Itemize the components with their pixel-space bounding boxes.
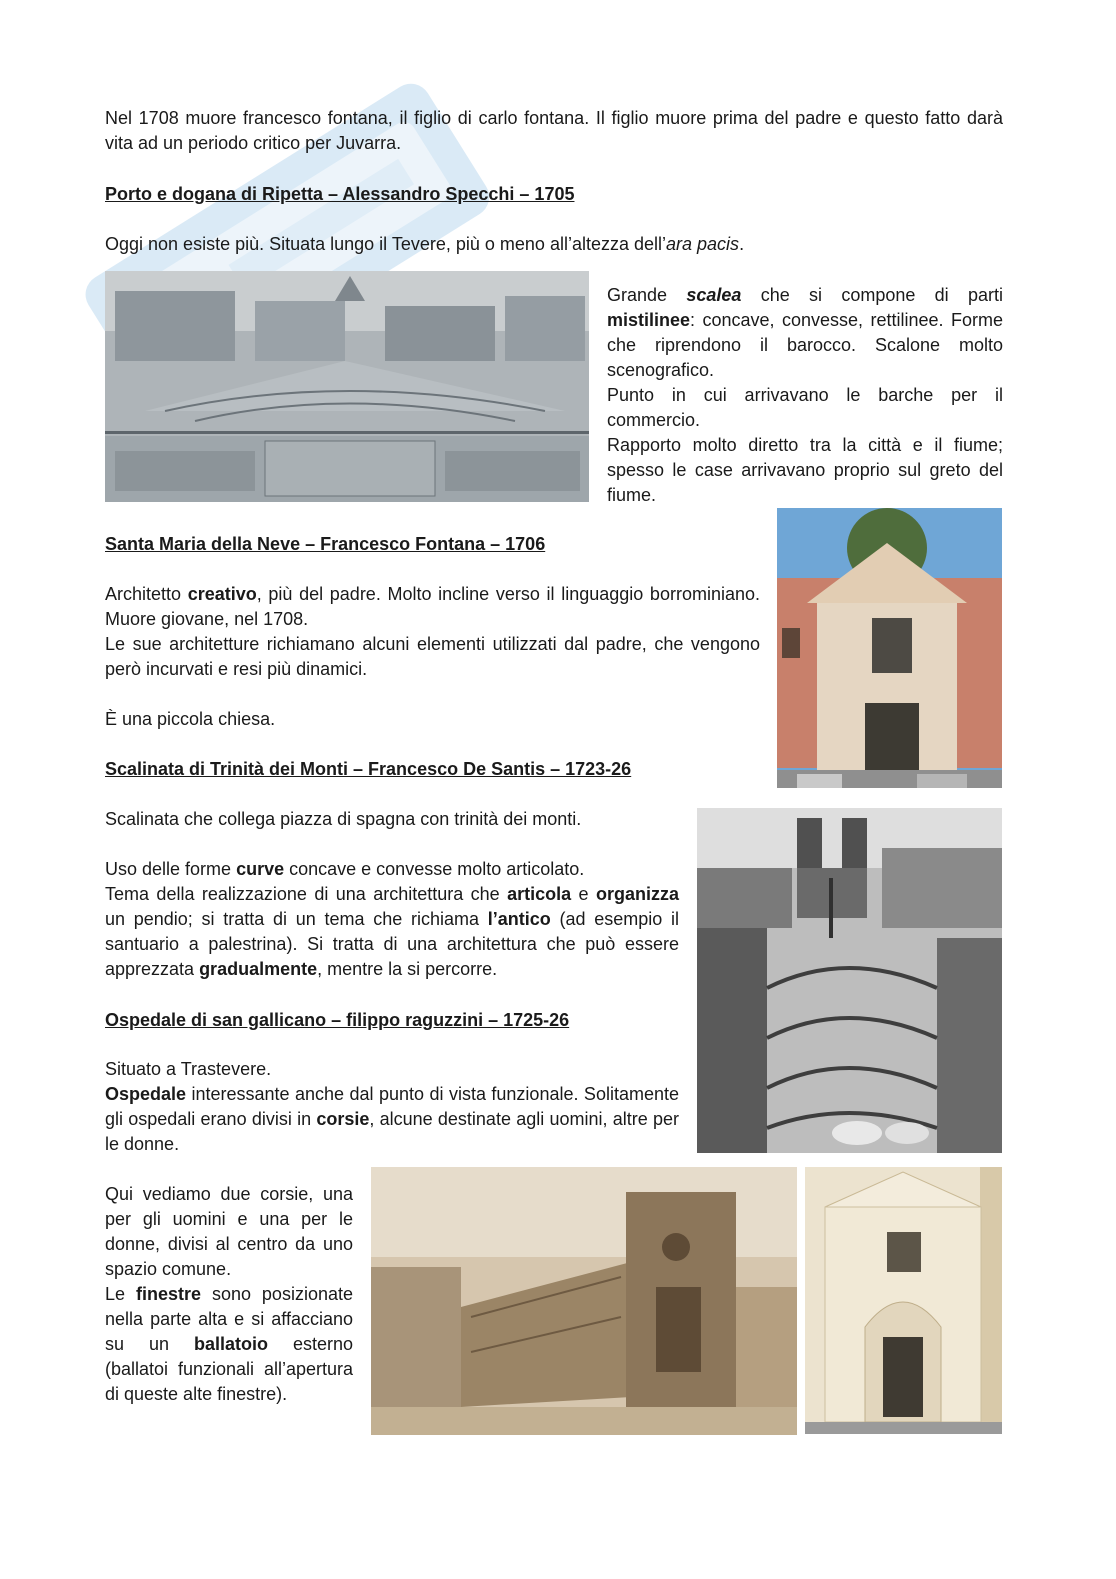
section-heading-trinita: Scalinata di Trinità dei Monti – Francesco De Santis – 1723-26 [105,759,632,779]
ripetta-p1 [607,283,1003,383]
san-gallicano-p4-b: sono posizionate nella parte alta e si affacciano su un [105,1284,353,1354]
ripetta-p2: Punto in cui arrivavano le barche per il commercio. [607,385,1003,430]
organizza-term: organizza [595,884,679,904]
ospedale-term: Ospedale [105,1084,187,1104]
articola-term: articola [507,884,572,904]
santa-maria-p1 [105,582,760,632]
intro-text: Nel 1708 muore francesco fontana, il figlio di carlo fontana. Il figlio muore prima del padre e questo fatto darà vita ad un periodo critico per Juvarra. [105,108,1003,153]
san-gallicano-engraving-image [371,1167,797,1435]
section-heading-santa-maria: Santa Maria della Neve – Francesco Fontana – 1706 [105,534,546,554]
san-gallicano-p2-b: , alcune destinate agli uomini, altre per le donne. [105,1109,679,1154]
trinita-p3 [105,882,679,982]
trinita-p2 [105,857,679,882]
ripetta-engraving-image [105,271,589,502]
ripetta-intro-text: Oggi non esiste più. Situata lungo il Tevere, più o meno all’altezza dell’ [105,234,667,254]
ripetta-p1-a: Grande [607,285,687,305]
trinita-p2-a: Uso delle forme [105,859,237,879]
santa-maria-p2: Le sue architetture richiamano alcuni elementi utilizzati dal padre, che vengono però incurvati e resi più dinamici. [105,634,760,679]
ripetta-intro-end: . [739,234,745,254]
antico-term: l’antico [487,909,551,929]
san-gallicano-p3: Qui vediamo due corsie, una per gli uomini e una per le donne, divisi al centro da uno spazio comune. [105,1184,353,1279]
san-gallicano-facade-photo [805,1167,1002,1434]
ripetta-intro [105,232,1003,257]
gradualmente-term: gradualmente [199,959,318,979]
trinita-p3-d: (ad esempio il santuario a palestrina). Si tratta di una architettura che può essere apprezzata [105,909,679,979]
san-gallicano-text [105,1057,679,1157]
section-heading-san-gallicano: Ospedale di san gallicano – filippo raguzzini – 1725-26 [105,1010,570,1030]
creativo-term: creativo [187,584,257,604]
mistilinee-term: mistilinee [607,310,691,330]
san-gallicano-p1: Situato a Trastevere. [105,1059,272,1079]
ara-pacis-term: ara pacis [666,234,740,254]
trinita-p3-c: un pendio; si tratta di un tema che richiama [105,909,488,929]
san-gallicano-p4-c: esterno (ballatoi funzionali all’apertura di queste alte finestre). [105,1334,353,1404]
curve-term: curve [236,859,285,879]
san-gallicano-side-text [105,1182,353,1407]
san-gallicano-p4 [105,1282,353,1407]
ripetta-p1-c: : concave, convesse, rettilinee. Forme che riprendono il barocco. Scalone molto scenografico. [607,310,1003,380]
finestre-term: finestre [135,1284,201,1304]
trinita-text [105,807,679,982]
trinita-p3-b: e [571,884,596,904]
trinita-photo [697,808,1002,1153]
trinita-p3-a: Tema della realizzazione di una architettura che [105,884,508,904]
ripetta-description [607,283,1003,508]
santa-maria-text [105,582,760,732]
corsie-term: corsie [316,1109,370,1129]
trinita-p2-b: concave e convesse molto articolato. [284,859,585,879]
san-gallicano-p2-a: interessante anche dal punto di vista funzionale. Solitamente gli ospedali erano divisi in [105,1084,679,1129]
santa-maria-p1-b: , più del padre. Molto incline verso il linguaggio borrominiano. Muore giovane, nel 1708. [105,584,760,629]
ballatoio-term: ballatoio [193,1334,268,1354]
ripetta-p3: Rapporto molto diretto tra la città e il fiume; spesso le case arrivavano proprio sul greto del fiume. [607,435,1003,505]
trinita-p3-e: , mentre la si percorre. [317,959,498,979]
santa-maria-photo [777,508,1002,788]
santa-maria-p3: È una piccola chiesa. [105,709,276,729]
ripetta-p1-b: che si compone di parti [741,285,1003,305]
trinita-p1: Scalinata che collega piazza di spagna con trinità dei monti. [105,809,582,829]
intro-paragraph [105,106,1003,156]
santa-maria-p1-a: Architetto [105,584,188,604]
san-gallicano-p4-a: Le [105,1284,136,1304]
section-heading-ripetta: Porto e dogana di Ripetta – Alessandro Specchi – 1705 [105,184,575,204]
san-gallicano-p2 [105,1082,679,1157]
scalea-term: scalea [686,285,742,305]
